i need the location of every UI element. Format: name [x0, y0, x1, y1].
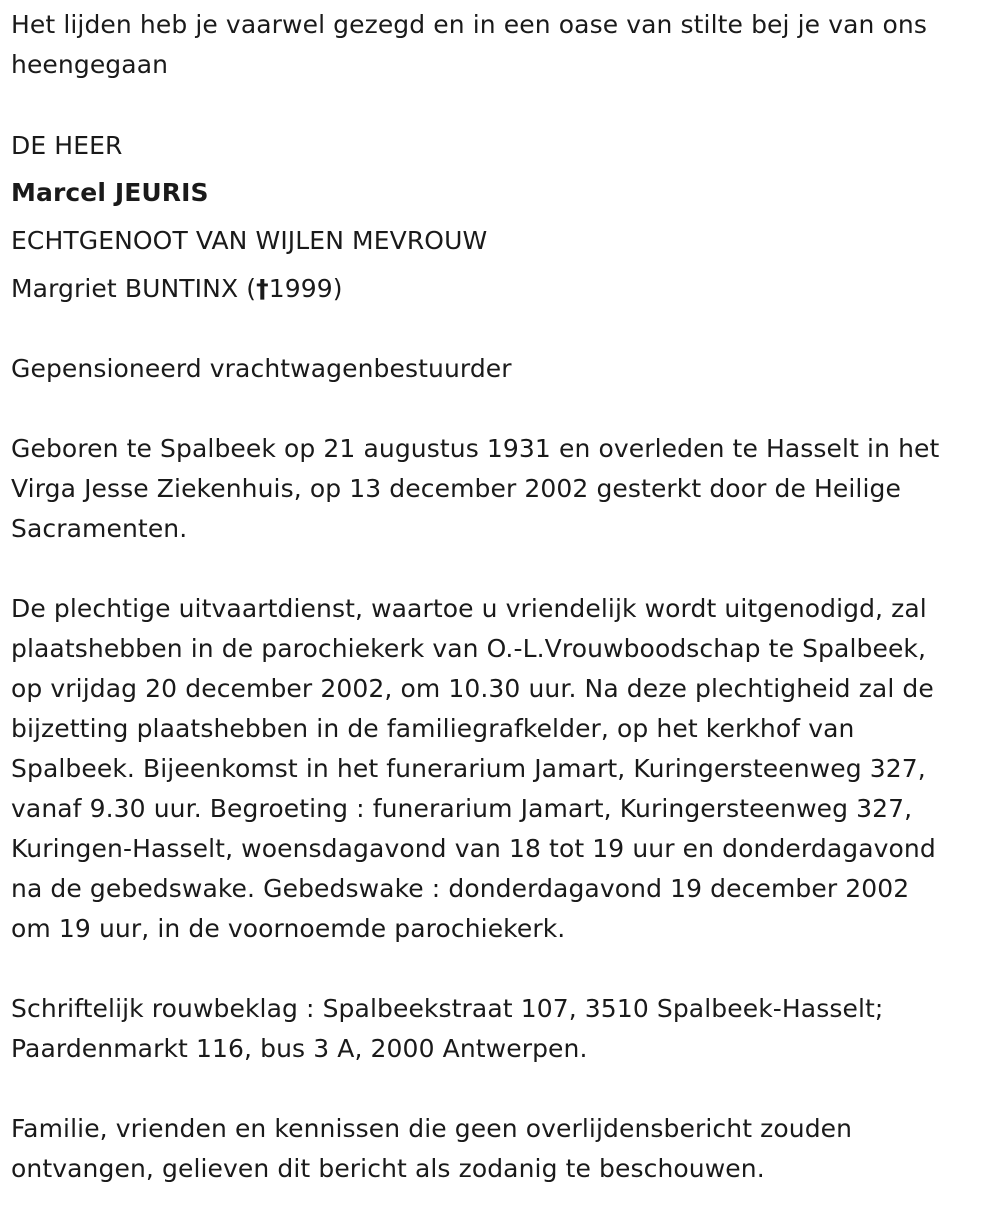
deceased-relation: ECHTGENOOT VAN WIJLEN MEVROUW [11, 226, 488, 255]
family-note-line: Familie, vrienden en kennissen die geen overlijdensbericht zouden [11, 1114, 853, 1143]
funeral-line: De plechtige uitvaartdienst, waartoe u vriendelijk wordt uitgenodigd, zal [11, 594, 927, 623]
funeral-line: na de gebedswake. Gebedswake : donderdagavond 19 december 2002 [11, 874, 910, 903]
funeral-line: Spalbeek. Bijeenkomst in het funerarium Jamart, Kuringersteenweg 327, [11, 754, 926, 783]
deceased-title: DE HEER [11, 131, 123, 160]
funeral-paragraph [11, 589, 986, 949]
spouse-death-year: 1999) [268, 274, 343, 303]
family-note-paragraph [11, 1109, 986, 1189]
funeral-line: op vrijdag 20 december 2002, om 10.30 uur. Na deze plechtigheid zal de [11, 674, 934, 703]
family-note-line: ontvangen, gelieven dit bericht als zodanig te beschouwen. [11, 1154, 765, 1183]
deceased-name: Marcel JEURIS [11, 178, 209, 207]
birth-death-paragraph [11, 429, 986, 549]
funeral-line: Kuringen-Hasselt, woensdagavond van 18 tot 19 uur en donderdagavond [11, 834, 936, 863]
spouse-name: Margriet BUNTINX ( [11, 274, 257, 303]
spouse-line [11, 269, 986, 309]
birth-death-line: Virga Jesse Ziekenhuis, op 13 december 2002 gesterkt door de Heilige [11, 474, 901, 503]
funeral-line: om 19 uur, in de voornoemde parochiekerk. [11, 914, 566, 943]
funeral-line: plaatshebben in de parochiekerk van O.-L.Vrouwboodschap te Spalbeek, [11, 634, 927, 663]
profession: Gepensioneerd vrachtwagenbestuurder [11, 354, 512, 383]
funeral-line: bijzetting plaatshebben in de familiegrafkelder, op het kerkhof van [11, 714, 855, 743]
intro-line-1: Het lijden heb je vaarwel gezegd en in een oase van stilte bej je van ons [11, 10, 927, 39]
intro-line-2: heengegaan [11, 50, 169, 79]
funeral-line: vanaf 9.30 uur. Begroeting : funerarium Jamart, Kuringersteenweg 327, [11, 794, 913, 823]
condolences-paragraph [11, 989, 986, 1069]
cross-icon: † [256, 274, 269, 303]
birth-death-line: Sacramenten. [11, 514, 188, 543]
condolences-line: Schriftelijk rouwbeklag : Spalbeekstraat 107, 3510 Spalbeek-Hasselt; [11, 994, 884, 1023]
birth-death-line: Geboren te Spalbeek op 21 augustus 1931 en overleden te Hasselt in het [11, 434, 940, 463]
condolences-line: Paardenmarkt 116, bus 3 A, 2000 Antwerpen. [11, 1034, 588, 1063]
